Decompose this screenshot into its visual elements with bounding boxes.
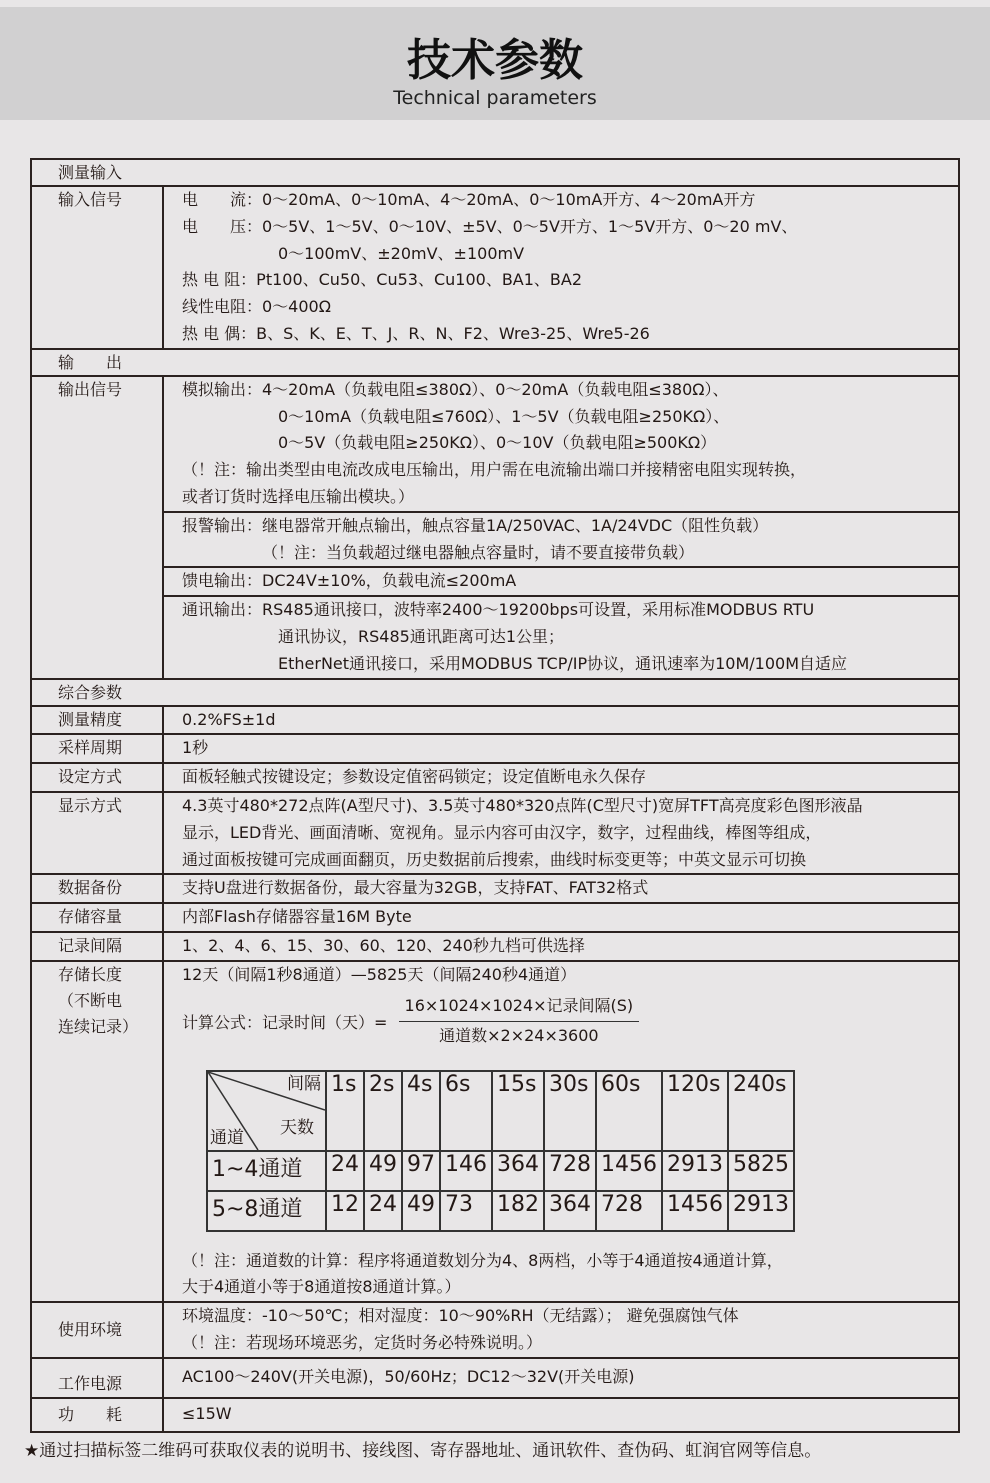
line: 显示，LED背光、画面清晰、宽视角。显示内容可由汉字，数字，过程曲线，棒图等组成， [182,822,822,842]
line: 热 电 阻：Pt100、Cu50、Cu53、Cu100、BA1、BA2 [182,270,583,290]
label-display: 显示方式 [31,792,163,874]
corner-cell [207,1071,326,1151]
line: （！注：当负载超过继电器触点容量时，请不要直接带负载） [262,542,695,562]
line: （！注：若现场环境恶劣，定货时务必特殊说明。） [182,1332,543,1352]
line: 0～10mA（负载电阻≤760Ω）、1～5V（负载电阻≥250KΩ）、 [278,406,730,426]
line: 0～5V（负载电阻≥250KΩ）、0～10V（负载电阻≥500KΩ） [278,433,717,453]
value-setting: 面板轻触式按键设定；参数设定值密码锁定；设定值断电永久保存 [182,767,647,787]
days-cell: 1456 [596,1151,662,1191]
days-cell: 24 [364,1191,402,1231]
page-title: 技术参数 [407,35,583,86]
value-sampling: 1秒 [182,738,209,758]
header-band [0,7,990,120]
value-power: AC100～240V(开关电源)，50/60Hz；DC12～32V(开关电源) [182,1367,635,1387]
days-cell: 49 [364,1151,402,1191]
days-cell: 146 [440,1151,492,1191]
line: 电 流：0～20mA、0～10mA、4～20mA、0～10mA开方、4～20mA开方 [182,190,756,209]
value-environment [163,1302,959,1358]
line: 通过面板按键可完成画面翻页，历史数据前后搜索，曲线时标变更等；中英文显示可切换 [182,849,807,869]
days-cell: 364 [492,1151,544,1191]
corner-bottom: 通道 [210,1127,244,1148]
value-interval: 1、2、4、6、15、30、60、120、240秒九档可供选择 [182,935,585,955]
value-input-signal [163,186,959,349]
days-cell: 12 [326,1191,364,1231]
line: 电 压：0～5V、1～5V、0～10V、±5V、0～5V开方、1～5V开方、0～20 mV、 [182,216,798,236]
interval-header: 60s [596,1071,662,1151]
days-cell: 728 [544,1151,596,1191]
corner-top: 间隔 [287,1073,321,1094]
section-general: 综合参数 [31,679,959,706]
storage-note: （！注：通道数的计算：程序将通道数划分为4、8两档，小等于4通道按4通道计算， [182,1250,783,1270]
line: EtherNet通讯接口，采用MODBUS TCP/IP协议，通讯速率为10M/100M自适应 [278,653,847,673]
label-capacity: 存储容量 [31,903,163,932]
days-table [206,1070,795,1232]
days-cell: 1456 [662,1191,728,1231]
label-line: （不断电 [58,990,123,1010]
line: 或者订货时选择电压输出模块。） [182,486,415,506]
days-cell: 24 [326,1151,364,1191]
interval-header: 240s [728,1071,794,1151]
label-interval: 记录间隔 [31,932,163,961]
line: 环境温度：-10～50℃；相对湿度：10～90%RH（无结露）； 避免强腐蚀气体 [182,1306,739,1326]
interval-header: 15s [492,1071,544,1151]
formula [182,993,952,1050]
days-cell: 364 [544,1191,596,1231]
row-label: 5~8通道 [207,1191,326,1231]
line: 报警输出：继电器常开触点输出，触点容量1A/250VAC、1A/24VDC（阻性负载） [182,515,769,535]
value-analog-output [163,376,959,512]
label-setting: 设定方式 [31,763,163,792]
days-cell: 182 [492,1191,544,1231]
label-line: 连续记录） [58,1016,139,1036]
footer-note: ★通过扫描标签二维码可获取仪表的说明书、接线图、寄存器地址、通讯软件、查伪码、虹润官网等信息。 [24,1440,822,1461]
value-consumption: ≤15W [182,1404,232,1424]
formula-denominator: 通道数×2×24×3600 [439,1025,599,1045]
spec-table [30,158,960,1433]
label-storage [31,961,163,1302]
page-subtitle: Technical parameters [393,87,597,109]
value-accuracy: 0.2%FS±1d [182,709,276,729]
label-accuracy: 测量精度 [31,706,163,735]
value-capacity: 内部Flash存储器容量16M Byte [182,907,412,927]
label-line: 存储长度 [58,964,123,984]
label-sampling: 采样周期 [31,734,163,763]
value-comm-output [163,596,959,678]
line: （！注：输出类型由电流改成电压输出，用户需在电流输出端口并接精密电阻实现转换， [182,460,807,480]
interval-header: 6s [440,1071,492,1151]
section-measure-input: 测量输入 [31,159,959,186]
value-backup: 支持U盘进行数据备份，最大容量为32GB，支持FAT、FAT32格式 [182,878,649,898]
line: 0～100mV、±20mV、±100mV [278,243,525,263]
days-cell: 728 [596,1191,662,1231]
section-output: 输 出 [31,349,959,376]
line: 通讯输出：RS485通讯接口，波特率2400～19200bps可设置，采用标准MODBUS RTU [182,600,815,620]
interval-header: 30s [544,1071,596,1151]
line: 线性电阻：0～400Ω [182,297,331,317]
line: 4.3英寸480*272点阵(A型尺寸)、3.5英寸480*320点阵(C型尺寸)宽屏TFT高亮度彩色图形液晶 [182,795,863,815]
days-cell: 5825 [728,1151,794,1191]
line: 模拟输出：4～20mA（负载电阻≤380Ω）、0～20mA（负载电阻≤380Ω）、 [182,379,729,399]
formula-fraction [399,993,640,1050]
value-display [163,792,959,874]
value-alarm-output [163,512,959,568]
days-cell: 73 [440,1191,492,1231]
storage-range: 12天（间隔1秒8通道）—5825天（间隔240秒4通道） [182,964,577,984]
line: 热 电 偶：B、S、K、E、T、J、R、N、F2、Wre3-25、Wre5-26 [182,323,650,343]
value-storage [163,961,959,1302]
days-cell: 49 [402,1191,440,1231]
line: 通讯协议，RS485通讯距离可达1公里； [278,626,564,646]
days-cell: 2913 [728,1191,794,1231]
interval-header: 4s [402,1071,440,1151]
interval-header: 2s [364,1071,402,1151]
line: 馈电输出：DC24V±10%，负载电流≤200mA [182,571,517,591]
label-backup: 数据备份 [31,874,163,903]
interval-header: 1s [326,1071,364,1151]
label-environment: 使用环境 [31,1302,163,1358]
days-cell: 2913 [662,1151,728,1191]
formula-numerator: 16×1024×1024×记录间隔(S) [399,993,640,1022]
label-consumption: 功 耗 [31,1398,163,1432]
interval-header: 120s [662,1071,728,1151]
label-input-signal: 输入信号 [31,186,163,349]
label-power: 工作电源 [31,1358,163,1398]
days-cell: 97 [402,1151,440,1191]
value-feed-output [163,567,959,596]
row-label: 1~4通道 [207,1151,326,1191]
formula-prefix: 计算公式：记录时间（天）= [182,1012,388,1032]
storage-note: 大于4通道小等于8通道按8通道计算。） [182,1277,461,1297]
corner-mid: 天数 [280,1117,314,1138]
label-output-signal: 输出信号 [31,376,163,679]
